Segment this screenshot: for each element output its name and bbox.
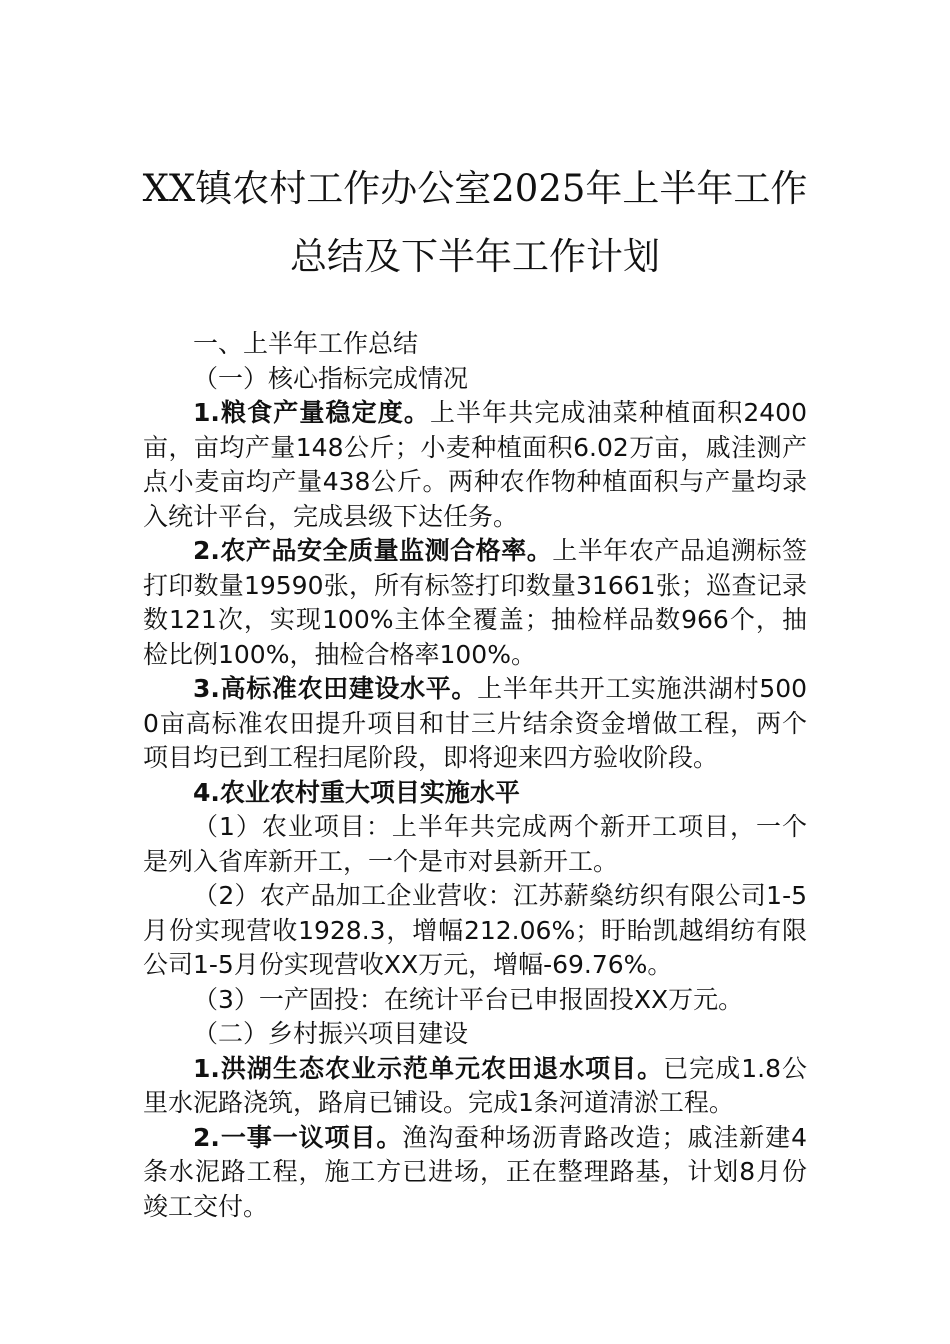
paragraph-text: 上半年共完成油菜种植面积2400亩，亩均产量148公斤；小麦种植面积6.02万亩，戚洼测产点小麦亩均产量438公斤。两种农作物种植面积与产量均录入统计平台，完成县级下达任务。 bbox=[143, 398, 807, 531]
paragraph-lead: 4.农业农村重大项目实施水平 bbox=[193, 777, 520, 807]
paragraph-farmland bbox=[143, 672, 807, 776]
document-body bbox=[143, 327, 807, 1224]
paragraph-one-matter-project bbox=[143, 1121, 807, 1225]
document-title-line-1: XX镇农村工作办公室2025年上半年工作 bbox=[142, 167, 808, 210]
paragraph-text: 渔沟蚕种场沥青路改造；戚洼新建4条水泥路工程，施工方已进场，正在整理路基，计划8月份竣工交付。 bbox=[143, 1122, 807, 1221]
paragraph-major-projects bbox=[143, 776, 807, 811]
subsection-heading-1: （一）核心指标完成情况 bbox=[193, 363, 469, 393]
paragraph-lead: 2.一事一议项目。 bbox=[193, 1122, 403, 1152]
section-heading-1: 一、上半年工作总结 bbox=[193, 329, 419, 358]
paragraph-sub-item-1: （1）农业项目：上半年共完成两个新开工项目，一个是列入省库新开工，一个是市对县新开工。 bbox=[143, 812, 807, 876]
paragraph-sub-item-3: （3）一产固投：在统计平台已申报固投XX万元。 bbox=[193, 984, 744, 1014]
paragraph-honghu-project bbox=[143, 1052, 807, 1121]
paragraph-text: 已完成1.8公里水泥路浇筑，路肩已铺设。完成1条河道清淤工程。 bbox=[143, 1053, 807, 1117]
paragraph-lead: 2.农产品安全质量监测合格率。 bbox=[193, 536, 553, 565]
paragraph-lead: 1.粮食产量稳定度。 bbox=[193, 398, 430, 427]
paragraph-grain-yield bbox=[143, 396, 807, 534]
paragraph-sub-item-2: （2）农产品加工企业营收：江苏薪燊纺织有限公司1-5月份实现营收1928.3，增幅212.06%；盱眙凯越绢纺有限公司1-5月份实现营收XX万元，增幅-69.76%。 bbox=[143, 881, 807, 979]
paragraph-text: 上半年农产品追溯标签打印数量19590张，所有标签打印数量31661张；巡查记录数121次，实现100%主体全覆盖；抽检样品数966个，抽检比例100%，抽检合格率100%。 bbox=[143, 536, 807, 669]
paragraph-lead: 3.高标准农田建设水平。 bbox=[193, 674, 478, 703]
subsection-heading-2: （二）乡村振兴项目建设 bbox=[193, 1019, 469, 1048]
paragraph-product-safety bbox=[143, 534, 807, 672]
paragraph-text: 上半年共开工实施洪湖村5000亩高标准农田提升项目和甘三片结余资金增做工程，两个项目均已到工程扫尾阶段，即将迎来四方验收阶段。 bbox=[143, 674, 807, 772]
document-title-line-2: 总结及下半年工作计划 bbox=[290, 235, 660, 278]
paragraph-lead: 1.洪湖生态农业示范单元农田退水项目。 bbox=[193, 1053, 664, 1083]
